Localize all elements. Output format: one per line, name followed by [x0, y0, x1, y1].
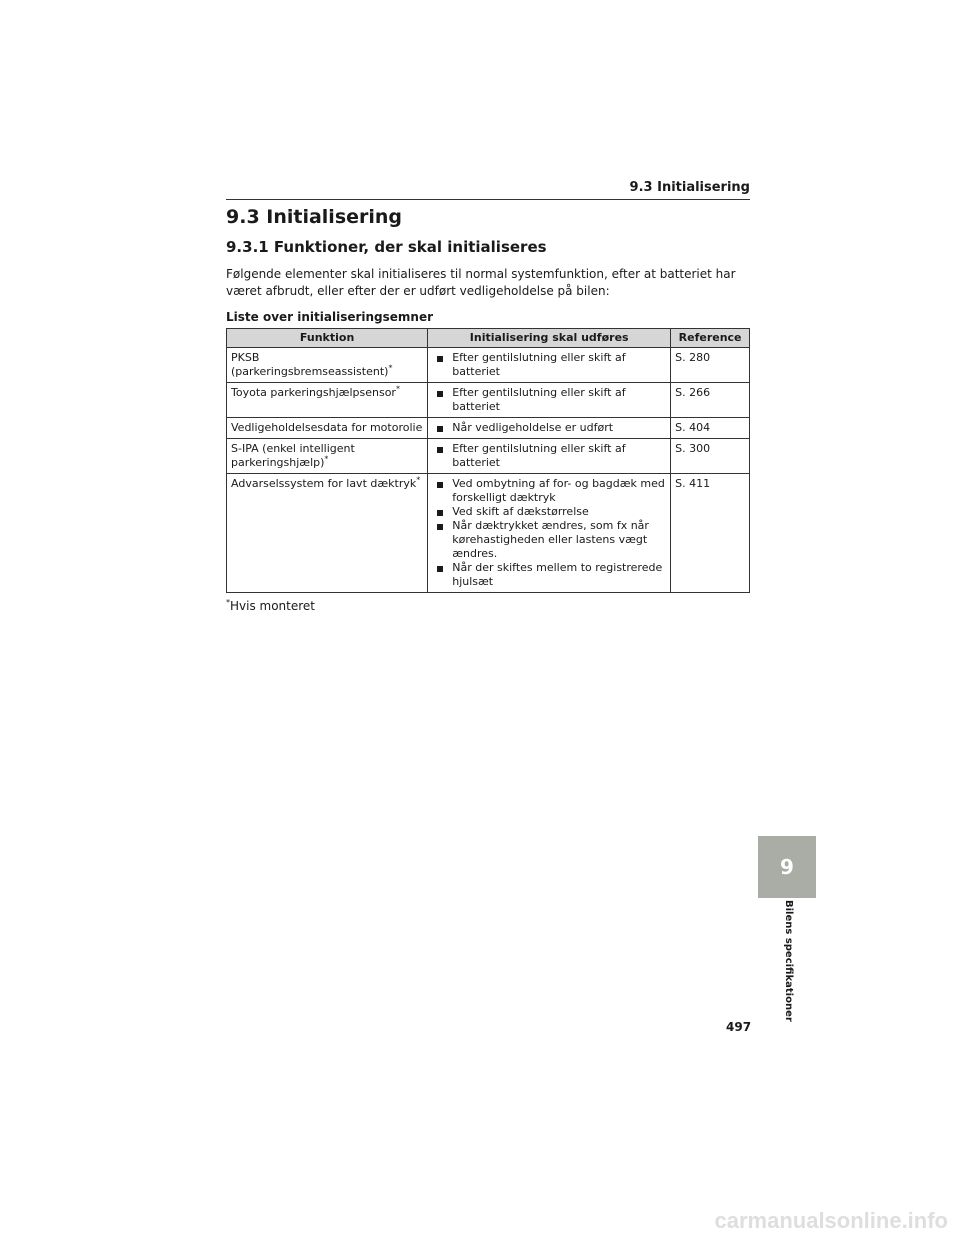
- action-item: Når der skiftes mellem to registrerede hjulsæt: [432, 561, 666, 589]
- table-header-row: [227, 329, 750, 348]
- footnote: [226, 599, 750, 613]
- subsection-title: 9.3.1 Funktioner, der skal initialiseres: [226, 238, 547, 256]
- running-header: 9.3 Initialisering: [226, 180, 750, 200]
- function-text: Advarselssystem for lavt dæktryk: [231, 477, 417, 490]
- action-cell: [428, 439, 671, 474]
- reference-cell: S. 280: [671, 348, 750, 383]
- action-cell: [428, 348, 671, 383]
- action-item: Efter gentilslutning eller skift af batteriet: [432, 351, 666, 379]
- table-row: [227, 439, 750, 474]
- asterisk-mark: *: [388, 363, 393, 373]
- action-cell: [428, 383, 671, 418]
- column-header-reference: Reference: [671, 329, 750, 348]
- action-cell: [428, 418, 671, 439]
- action-item: Efter gentilslutning eller skift af batteriet: [432, 442, 666, 470]
- intro-paragraph: Følgende elementer skal initialiseres til normal systemfunktion, efter at batteriet har været afbrudt, eller efter der er udført vedligeholdelse på bilen:: [226, 267, 736, 298]
- reference-cell: S. 404: [671, 418, 750, 439]
- chapter-tab: 9: [758, 836, 816, 898]
- action-cell: [428, 474, 671, 593]
- function-text: S-IPA (enkel intelligent parkeringshjælp): [231, 442, 355, 469]
- function-cell: [227, 474, 428, 593]
- function-cell: [227, 418, 428, 439]
- page-number: 497: [726, 1020, 752, 1034]
- reference-cell: S. 266: [671, 383, 750, 418]
- asterisk-mark: *: [395, 384, 400, 394]
- function-cell: [227, 439, 428, 474]
- action-item: Efter gentilslutning eller skift af batteriet: [432, 386, 666, 414]
- function-cell: [227, 383, 428, 418]
- asterisk-mark: *: [324, 454, 329, 464]
- reference-cell: S. 300: [671, 439, 750, 474]
- page-content: [226, 206, 750, 613]
- column-header-function: Funktion: [227, 329, 428, 348]
- function-text: Vedligeholdelsesdata for motorolie: [231, 421, 423, 434]
- action-item: Når dæktrykket ændres, som fx når kørehastigheden eller lastens vægt ændres.: [432, 519, 666, 561]
- reference-cell: S. 411: [671, 474, 750, 593]
- function-cell: [227, 348, 428, 383]
- action-item: Når vedligeholdelse er udført: [432, 421, 666, 435]
- function-text: PKSB (parkeringsbremseassistent): [231, 351, 389, 378]
- table-row: [227, 348, 750, 383]
- action-item: Ved skift af dækstørrelse: [432, 505, 666, 519]
- asterisk-mark: *: [226, 598, 230, 607]
- watermark: carmanualsonline.info: [714, 1208, 948, 1233]
- table-caption: Liste over initialiseringsemner: [226, 310, 434, 324]
- initialization-table: [226, 328, 750, 593]
- action-item: Ved ombytning af for- og bagdæk med forskelligt dæktryk: [432, 477, 666, 505]
- section-title: 9.3 Initialisering: [226, 206, 403, 228]
- chapter-label: Bilens specifikationer: [783, 900, 794, 1022]
- function-text: Toyota parkeringshjælpsensor: [231, 386, 396, 399]
- column-header-action: Initialisering skal udføres: [428, 329, 671, 348]
- table-row: [227, 474, 750, 593]
- table-row: [227, 383, 750, 418]
- table-row: [227, 418, 750, 439]
- asterisk-mark: *: [416, 475, 421, 485]
- footnote-text: Hvis monteret: [230, 599, 316, 613]
